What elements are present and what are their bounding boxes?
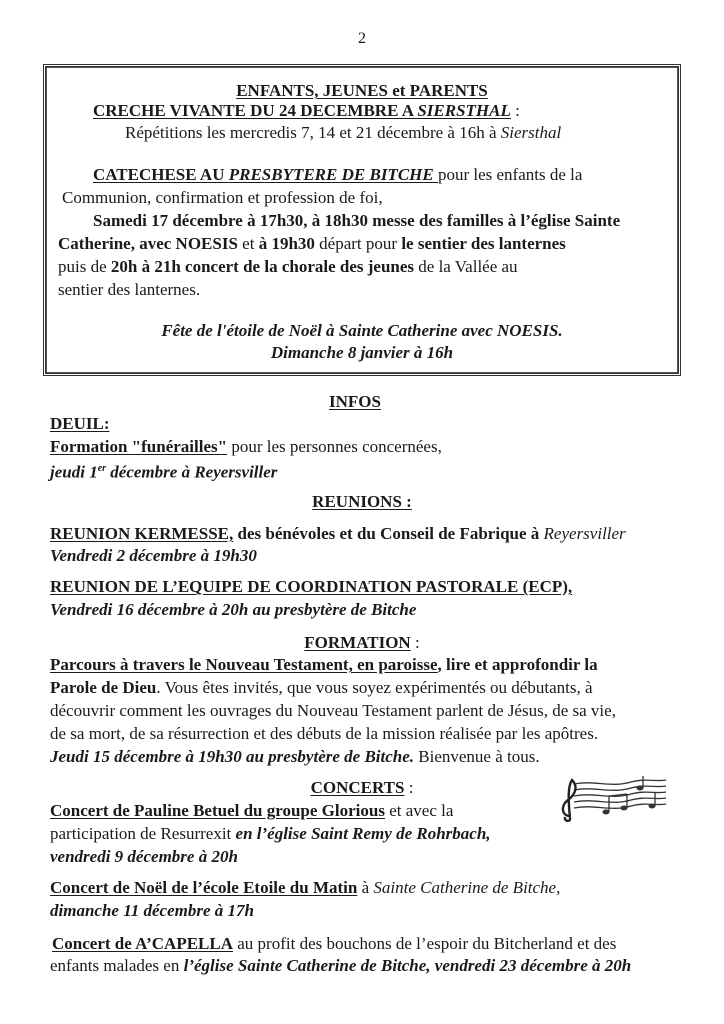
creche-heading: CRECHE VIVANTE DU 24 DECEMBRE A SIERSTHAL :	[93, 101, 520, 120]
catechese-line-2: Communion, confirmation et profession de foi,	[62, 188, 383, 207]
formation-line-5: Jeudi 15 décembre à 19h30 au presbytère de Bitche. Bienvenue à tous.	[50, 747, 540, 766]
concert-2-date: dimanche 11 décembre à 17h	[50, 901, 254, 920]
catechese-line-5: puis de 20h à 21h concert de la chorale des jeunes de la Vallée au	[58, 257, 518, 276]
formation-line-4: de sa mort, de sa résurrection et des débuts de la mission réalisée par les apôtres.	[50, 724, 599, 743]
deuil-heading: DEUIL:	[50, 414, 110, 433]
deuil-line-2: jeudi 1er décembre à Reyersviller	[50, 462, 278, 482]
ecp-date: Vendredi 16 décembre à 20h au presbytère de Bitche	[50, 600, 417, 619]
fete-line-1: Fête de l'étoile de Noël à Sainte Catherine avec NOESIS.	[161, 321, 563, 340]
catechese-line-6: sentier des lanternes.	[58, 280, 201, 299]
fete-line-2: Dimanche 8 janvier à 16h	[270, 343, 454, 362]
concert-3-line-2: enfants malades en l’église Sainte Catherine de Bitche, vendredi 23 décembre à 20h	[50, 956, 632, 975]
page-number: 2	[358, 30, 366, 47]
concert-1-heading: Concert de Pauline Betuel du groupe Glorious et avec la	[50, 801, 454, 820]
concert-3-heading: Concert de A’CAPELLA au profit des bouchons de l’espoir du Bitcherland et des	[52, 934, 617, 953]
reunions-title: REUNIONS :	[312, 492, 412, 511]
ecp-heading: REUNION DE L’EQUIPE DE COORDINATION PASTORALE (ECP),	[50, 577, 573, 596]
catechese-line-4: Catherine, avec NOESIS et à 19h30 départ pour le sentier des lanternes	[58, 234, 566, 253]
deuil-line-1: Formation "funérailles" pour les personnes concernées,	[50, 437, 442, 456]
catechese-line-3: Samedi 17 décembre à 17h30, à 18h30 messe des familles à l’église Sainte	[93, 211, 621, 230]
box-title: ENFANTS, JEUNES et PARENTS	[236, 81, 488, 100]
concerts-title: CONCERTS :	[310, 778, 414, 797]
creche-line: Répétitions les mercredis 7, 14 et 21 décembre à 16h à Siersthal	[125, 123, 562, 142]
concert-1-date: vendredi 9 décembre à 20h	[50, 847, 238, 866]
formation-title: FORMATION :	[304, 633, 420, 652]
kermesse-date: Vendredi 2 décembre à 19h30	[50, 546, 257, 565]
formation-line-3: découvrir comment les ouvrages du Nouveau Testament parlent de Jésus, de sa vie,	[50, 701, 616, 720]
formation-line-1: Parcours à travers le Nouveau Testament, en paroisse, lire et approfondir la	[50, 655, 598, 674]
formation-line-2: Parole de Dieu. Vous êtes invités, que vous soyez expérimentés ou débutants, à	[50, 678, 593, 697]
infos-title: INFOS	[329, 392, 381, 411]
kermesse-heading: REUNION KERMESSE, des bénévoles et du Conseil de Fabrique à Reyersviller	[50, 524, 626, 543]
concert-1-line-2: participation de Resurrexit en l’église Saint Remy de Rohrbach,	[50, 824, 491, 843]
music-notes-icon	[556, 776, 668, 822]
concert-2-heading: Concert de Noël de l’école Etoile du Matin à Sainte Catherine de Bitche,	[50, 878, 561, 897]
catechese-heading: CATECHESE AU PRESBYTERE DE BITCHE pour les enfants de la	[93, 165, 583, 184]
